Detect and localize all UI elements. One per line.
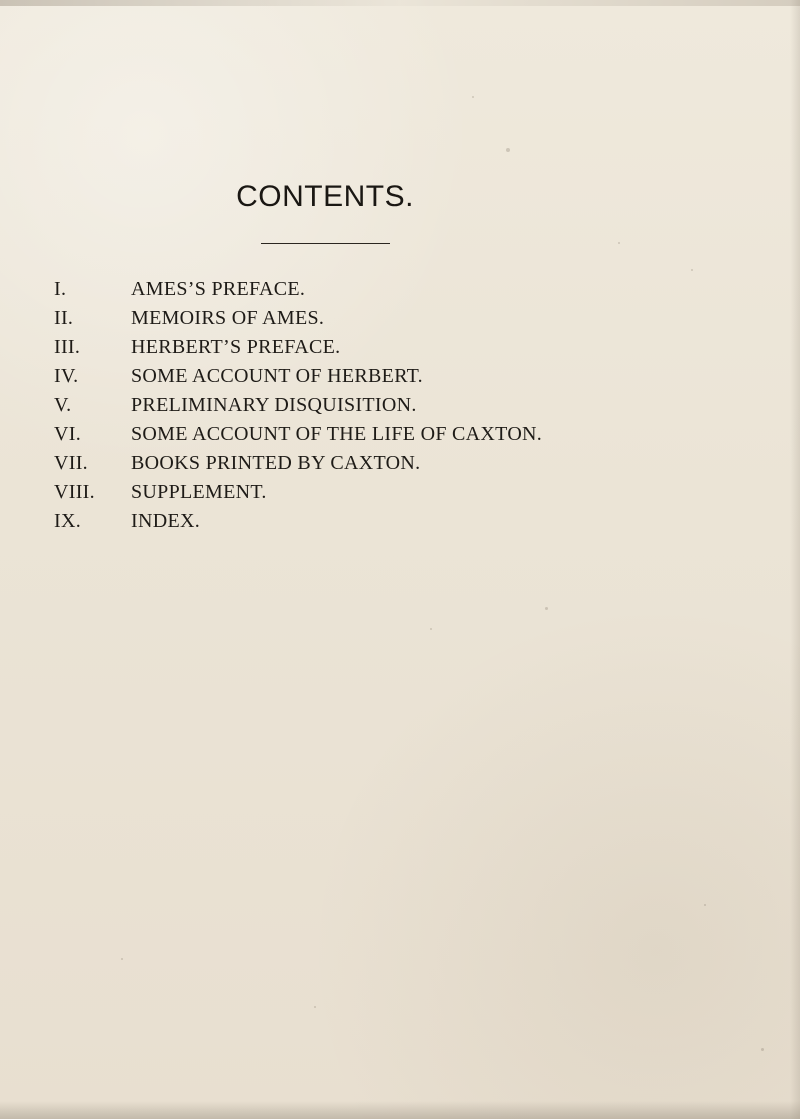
paper-speck xyxy=(545,607,548,610)
page-bottom-edge xyxy=(0,1101,800,1119)
entry-numeral: I. xyxy=(54,278,67,300)
contents-entry xyxy=(54,336,774,365)
entry-numeral: IV. xyxy=(54,365,79,387)
page-top-edge xyxy=(0,0,800,6)
contents-entry xyxy=(54,307,774,336)
title-divider xyxy=(261,243,390,244)
entry-numeral: VIII. xyxy=(54,481,95,503)
contents-list xyxy=(54,278,774,539)
paper-speck xyxy=(430,628,432,630)
paper-speck xyxy=(618,242,620,244)
contents-entry xyxy=(54,481,774,510)
entry-title: BOOKS PRINTED BY CAXTON. xyxy=(131,452,421,474)
paper-speck xyxy=(121,958,123,960)
entry-numeral: VI. xyxy=(54,423,82,445)
page-right-edge xyxy=(790,0,800,1119)
entry-title: HERBERT’S PREFACE. xyxy=(131,336,341,358)
paper-speck xyxy=(704,904,706,906)
page-title: CONTENTS. xyxy=(236,180,414,213)
entry-title: MEMOIRS OF AMES. xyxy=(131,307,325,329)
contents-entry xyxy=(54,423,774,452)
entry-title: PRELIMINARY DISQUISITION. xyxy=(131,394,417,416)
contents-entry xyxy=(54,278,774,307)
paper-speck xyxy=(506,148,510,152)
contents-entry xyxy=(54,394,774,423)
entry-numeral: V. xyxy=(54,394,72,416)
paper-speck xyxy=(314,1006,316,1008)
entry-title: SOME ACCOUNT OF HERBERT. xyxy=(131,365,423,387)
paper-speck xyxy=(691,269,693,271)
entry-numeral: II. xyxy=(54,307,74,329)
entry-numeral: VII. xyxy=(54,452,88,474)
paper-speck xyxy=(761,1048,764,1051)
contents-entry xyxy=(54,365,774,394)
entry-title: SUPPLEMENT. xyxy=(131,481,267,503)
entry-numeral: III. xyxy=(54,336,81,358)
contents-entry xyxy=(54,452,774,481)
entry-title: SOME ACCOUNT OF THE LIFE OF CAXTON. xyxy=(131,423,543,445)
entry-title: AMES’S PREFACE. xyxy=(131,278,306,300)
contents-entry xyxy=(54,510,774,539)
entry-title: INDEX. xyxy=(131,510,201,532)
paper-speck xyxy=(472,96,474,98)
entry-numeral: IX. xyxy=(54,510,82,532)
